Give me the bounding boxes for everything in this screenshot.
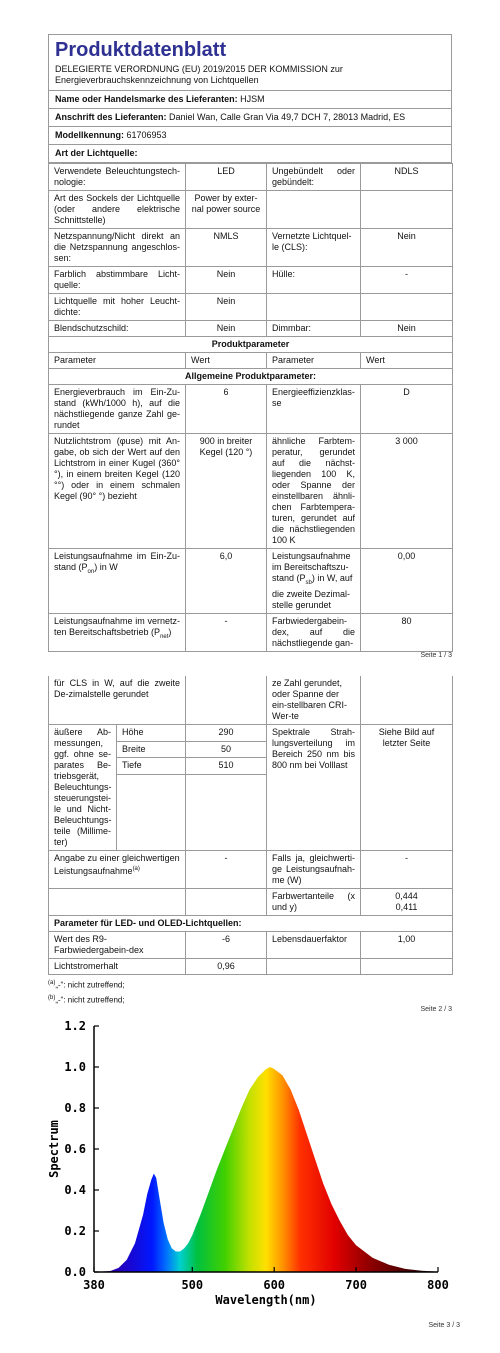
x-tick-label: 800 [427, 1278, 449, 1292]
table-row [49, 267, 453, 294]
power-on-text-end: ) in W [94, 562, 118, 572]
connected-label: Vernetzte Lichtquel-le (CLS): [267, 229, 361, 267]
page-number: Seite 3 / 3 [428, 1322, 460, 1329]
chart-marks [47, 1019, 449, 1307]
cap-type-value: Power by exter-nal power source [186, 191, 267, 229]
net-standby-text: Leistungsaufnahme im vernetz-ten Bereitschaftsbetrieb (P [54, 615, 180, 637]
table-row [49, 932, 453, 959]
empty-cell [117, 775, 186, 851]
high-luminance-label: Lichtquelle mit hoher Leucht-dichte: [49, 294, 186, 321]
empty-cell [49, 889, 186, 916]
table-row [49, 851, 453, 889]
light-source-type-heading: Art der Lichtquelle: [49, 144, 451, 162]
efficiency-class-value: D [361, 385, 453, 434]
x-tick-label: 700 [345, 1278, 367, 1292]
equivalent-power-value: - [186, 851, 267, 889]
col-header-value: Wert [361, 353, 453, 369]
cct-label: ähnliche Farbtem-peratur, gerundet auf die nächst-liegenden 100 K, oder Spanne der einstellbaren ähnli-chen Farbtempera-turen, gerundet auf die nächstliegenden 100 K [267, 434, 361, 549]
supplier-address-label: Anschrift des Lieferanten: [55, 112, 167, 122]
general-params-heading: Allgemeine Produktparameter: [49, 369, 453, 385]
standby-sub: sb [305, 579, 312, 586]
cri-value: 80 [361, 613, 453, 651]
efficiency-class-label: Energieeffizienzklas-se [267, 385, 361, 434]
col-header-parameter: Parameter [267, 353, 361, 369]
empty-cell [361, 959, 453, 975]
directional-value: NDLS [361, 164, 453, 191]
dimmable-value: Nein [361, 321, 453, 337]
table-row [49, 676, 453, 725]
dim-height-value: 290 [186, 725, 267, 742]
standby-text: Leistungsaufnahme im Bereitschaftszu-stand (P [272, 551, 351, 583]
lifetime-factor-label: Lebensdauerfaktor [267, 932, 361, 959]
r9-label: Wert des R9-Farbwiedergabein-dex [49, 932, 186, 959]
page-number: Seite 2 / 3 [420, 1006, 452, 1013]
net-standby-text-end: ) [168, 626, 172, 637]
standby-text-end: ) in W, auf die zweite Dezimal-stelle gerundet [272, 573, 353, 610]
empty-cell [361, 676, 453, 725]
y-tick-label: 0.6 [64, 1142, 86, 1156]
table-row [49, 321, 453, 337]
dim-depth-value: 510 [186, 758, 267, 775]
dim-width-label: Breite [117, 741, 186, 758]
equivalent-power-text: Angabe zu einer gleichwertigen Leistungsaufnahme [54, 853, 180, 876]
empty-cell [186, 676, 267, 725]
standby-value: 0,00 [361, 549, 453, 614]
empty-cell [186, 889, 267, 916]
energy-consumption-label: Energieverbrauch im Ein-Zu-stand (kWh/1000 h), auf die nächstliegende ganze Zahl ge-rundet [49, 385, 186, 434]
antiglare-value: Nein [186, 321, 267, 337]
table-row [49, 916, 453, 932]
model-label: Modellkennung: [55, 130, 124, 140]
tunable-value: Nein [186, 267, 267, 294]
empty-cell [267, 191, 361, 229]
product-params-heading: Produktparameter [49, 337, 453, 353]
table-row [49, 337, 453, 353]
spectral-label: Spektrale Strah-lungsverteilung im Bereich 250 nm bis 800 nm bei Volllast [267, 725, 361, 851]
x-tick-label: 600 [263, 1278, 286, 1292]
supplier-name-label: Name oder Handelsmarke des Lieferanten: [55, 94, 238, 104]
table-row [49, 385, 453, 434]
chromaticity-label: Farbwertanteile (x und y) [267, 889, 361, 916]
model-value: 61706953 [126, 130, 167, 140]
table-row [49, 959, 453, 975]
equivalent-yes-label: Falls ja, gleichwerti-ge Leistungsaufnah-me (W) [267, 851, 361, 889]
useful-flux-label: Nutzlichtstrom (φuse) mit An-gabe, ob sich der Wert auf den Lichtstrom in einer Kugel (360° °), in einem breiten Kegel (120 °°) oder in einem schmalen Kegel (90° °) bezieht [49, 434, 186, 549]
footnote-ref-a: (a) [132, 866, 140, 872]
table-row [49, 725, 453, 742]
col-header-parameter: Parameter [49, 353, 186, 369]
lifetime-factor-value: 1,00 [361, 932, 453, 959]
equivalent-yes-value: - [361, 851, 453, 889]
supplier-name-row [49, 90, 451, 108]
connected-value: Nein [361, 229, 453, 267]
energy-consumption-value: 6 [186, 385, 267, 434]
footnote-b [48, 992, 452, 1007]
y-axis-label: Spectrum [47, 1120, 61, 1178]
tech-value: LED [186, 164, 267, 191]
tunable-label: Farblich abstimmbare Licht-quelle: [49, 267, 186, 294]
regulation-intro [49, 64, 451, 90]
cap-type-label: Art des Sockels der Lichtquelle (oder andere elektrische Schnittstelle) [49, 191, 186, 229]
footnote-a-mark: (a) [48, 980, 56, 986]
empty-cell [361, 191, 453, 229]
spectrum-chart [40, 1018, 460, 1318]
led-params-heading: Parameter für LED- und OLED-Lichtquellen: [49, 916, 453, 932]
net-standby-sub: net [160, 633, 169, 640]
chromaticity-value [361, 889, 453, 916]
col-header-value: Wert [186, 353, 267, 369]
light-source-table [48, 163, 453, 652]
net-standby-cont: für CLS in W, auf die zweite De-zimalstelle gerundet [49, 676, 186, 725]
x-axis-label: Wavelength(nm) [215, 1293, 317, 1307]
mains-value: NMLS [186, 229, 267, 267]
envelope-label: Hülle: [267, 267, 361, 294]
tech-label: Verwendete Beleuchtungstech-nologie: [49, 164, 186, 191]
net-standby-label [49, 613, 186, 651]
dim-height-label: Höhe [117, 725, 186, 742]
table-row [49, 369, 453, 385]
power-on-value: 6,0 [186, 549, 267, 614]
empty-cell [267, 959, 361, 975]
y-tick-label: 0.4 [64, 1183, 86, 1197]
table-row [49, 613, 453, 651]
footnote-a-text: „-“: nicht zutreffend; [55, 980, 125, 990]
x-tick-label: 380 [83, 1278, 105, 1292]
net-standby-value: - [186, 613, 267, 651]
intro-line-2: Energieverbrauchskennzeichnung von Lichtquellen [55, 75, 259, 85]
table-row [49, 164, 453, 191]
footnote-b-mark: (b) [48, 994, 56, 1001]
y-tick-label: 1.2 [64, 1019, 86, 1033]
chromaticity-y: 0,411 [395, 902, 418, 912]
power-on-sub: on [87, 568, 95, 575]
empty-cell [267, 294, 361, 321]
page-3 [40, 1018, 460, 1329]
page-2 [48, 676, 452, 1013]
dimmable-label: Dimmbar: [267, 321, 361, 337]
equivalent-power-label [49, 851, 186, 889]
dim-width-value: 50 [186, 741, 267, 758]
y-tick-label: 0.8 [64, 1101, 86, 1115]
table-row [49, 549, 453, 614]
flux-maintenance-label: Lichtstromerhalt [49, 959, 186, 975]
intro-line-1: DELEGIERTE VERORDNUNG (EU) 2019/2015 DER KOMMISSION zur [55, 64, 343, 74]
table-row [49, 294, 453, 321]
antiglare-label: Blendschutzschild: [49, 321, 186, 337]
footnote-b-text: „-“: nicht zutreffend; [55, 995, 125, 1005]
page-1 [48, 34, 452, 659]
r9-value: -6 [186, 932, 267, 959]
empty-cell [186, 775, 267, 851]
table-header-row [49, 353, 453, 369]
footnote-a [48, 977, 452, 992]
high-luminance-value: Nein [186, 294, 267, 321]
page-number: Seite 1 / 3 [420, 652, 452, 659]
datasheet-header-box [48, 34, 452, 163]
cri-label: Farbwiedergabein-dex, auf die nächstliegende gan- [267, 613, 361, 651]
dimensions-label: äußere Ab-messungen, ggf. ohne se-parates Be-triebsgerät, Beleuchtungs-steuerungstei-le und Nicht-Beleuchtungs-teile (Millime-ter) [49, 725, 117, 851]
supplier-name-value: HJSM [240, 94, 265, 104]
spectrum-area [94, 1067, 438, 1272]
page-title: Produktdatenblatt [55, 39, 227, 61]
mains-label: Netzspannung/Nicht direkt an die Netzspannung angeschlos-sen: [49, 229, 186, 267]
y-tick-label: 0.0 [64, 1265, 86, 1279]
supplier-address-value: Daniel Wan, Calle Gran Via 49,7 DCH 7, 28013 Madrid, ES [169, 112, 406, 122]
power-on-text: Leistungsaufnahme im Ein-Zu-stand (P [54, 551, 180, 572]
footnotes [48, 975, 452, 1006]
table-row [49, 191, 453, 229]
cri-cont: ze Zahl gerundet, oder Spanne der ein-stellbaren CRI-Wer-te [267, 676, 361, 725]
cct-value: 3 000 [361, 434, 453, 549]
directional-label: Ungebündelt oder gebündelt: [267, 164, 361, 191]
table-row [49, 889, 453, 916]
flux-maintenance-value: 0,96 [186, 959, 267, 975]
envelope-value: - [361, 267, 453, 294]
model-row [49, 126, 451, 144]
table-row [49, 229, 453, 267]
chromaticity-x: 0,444 [395, 891, 418, 901]
table-row [49, 434, 453, 549]
power-on-label [49, 549, 186, 614]
standby-label [267, 549, 361, 614]
useful-flux-value: 900 in breiter Kegel (120 °) [186, 434, 267, 549]
x-tick-label: 500 [181, 1278, 204, 1292]
y-tick-label: 1.0 [64, 1060, 86, 1074]
spectral-value: Siehe Bild auf letzter Seite [361, 725, 453, 851]
y-tick-label: 0.2 [64, 1224, 86, 1238]
dim-depth-label: Tiefe [117, 758, 186, 775]
empty-cell [361, 294, 453, 321]
parameters-table-continued [48, 676, 453, 975]
supplier-address-row [49, 108, 451, 126]
